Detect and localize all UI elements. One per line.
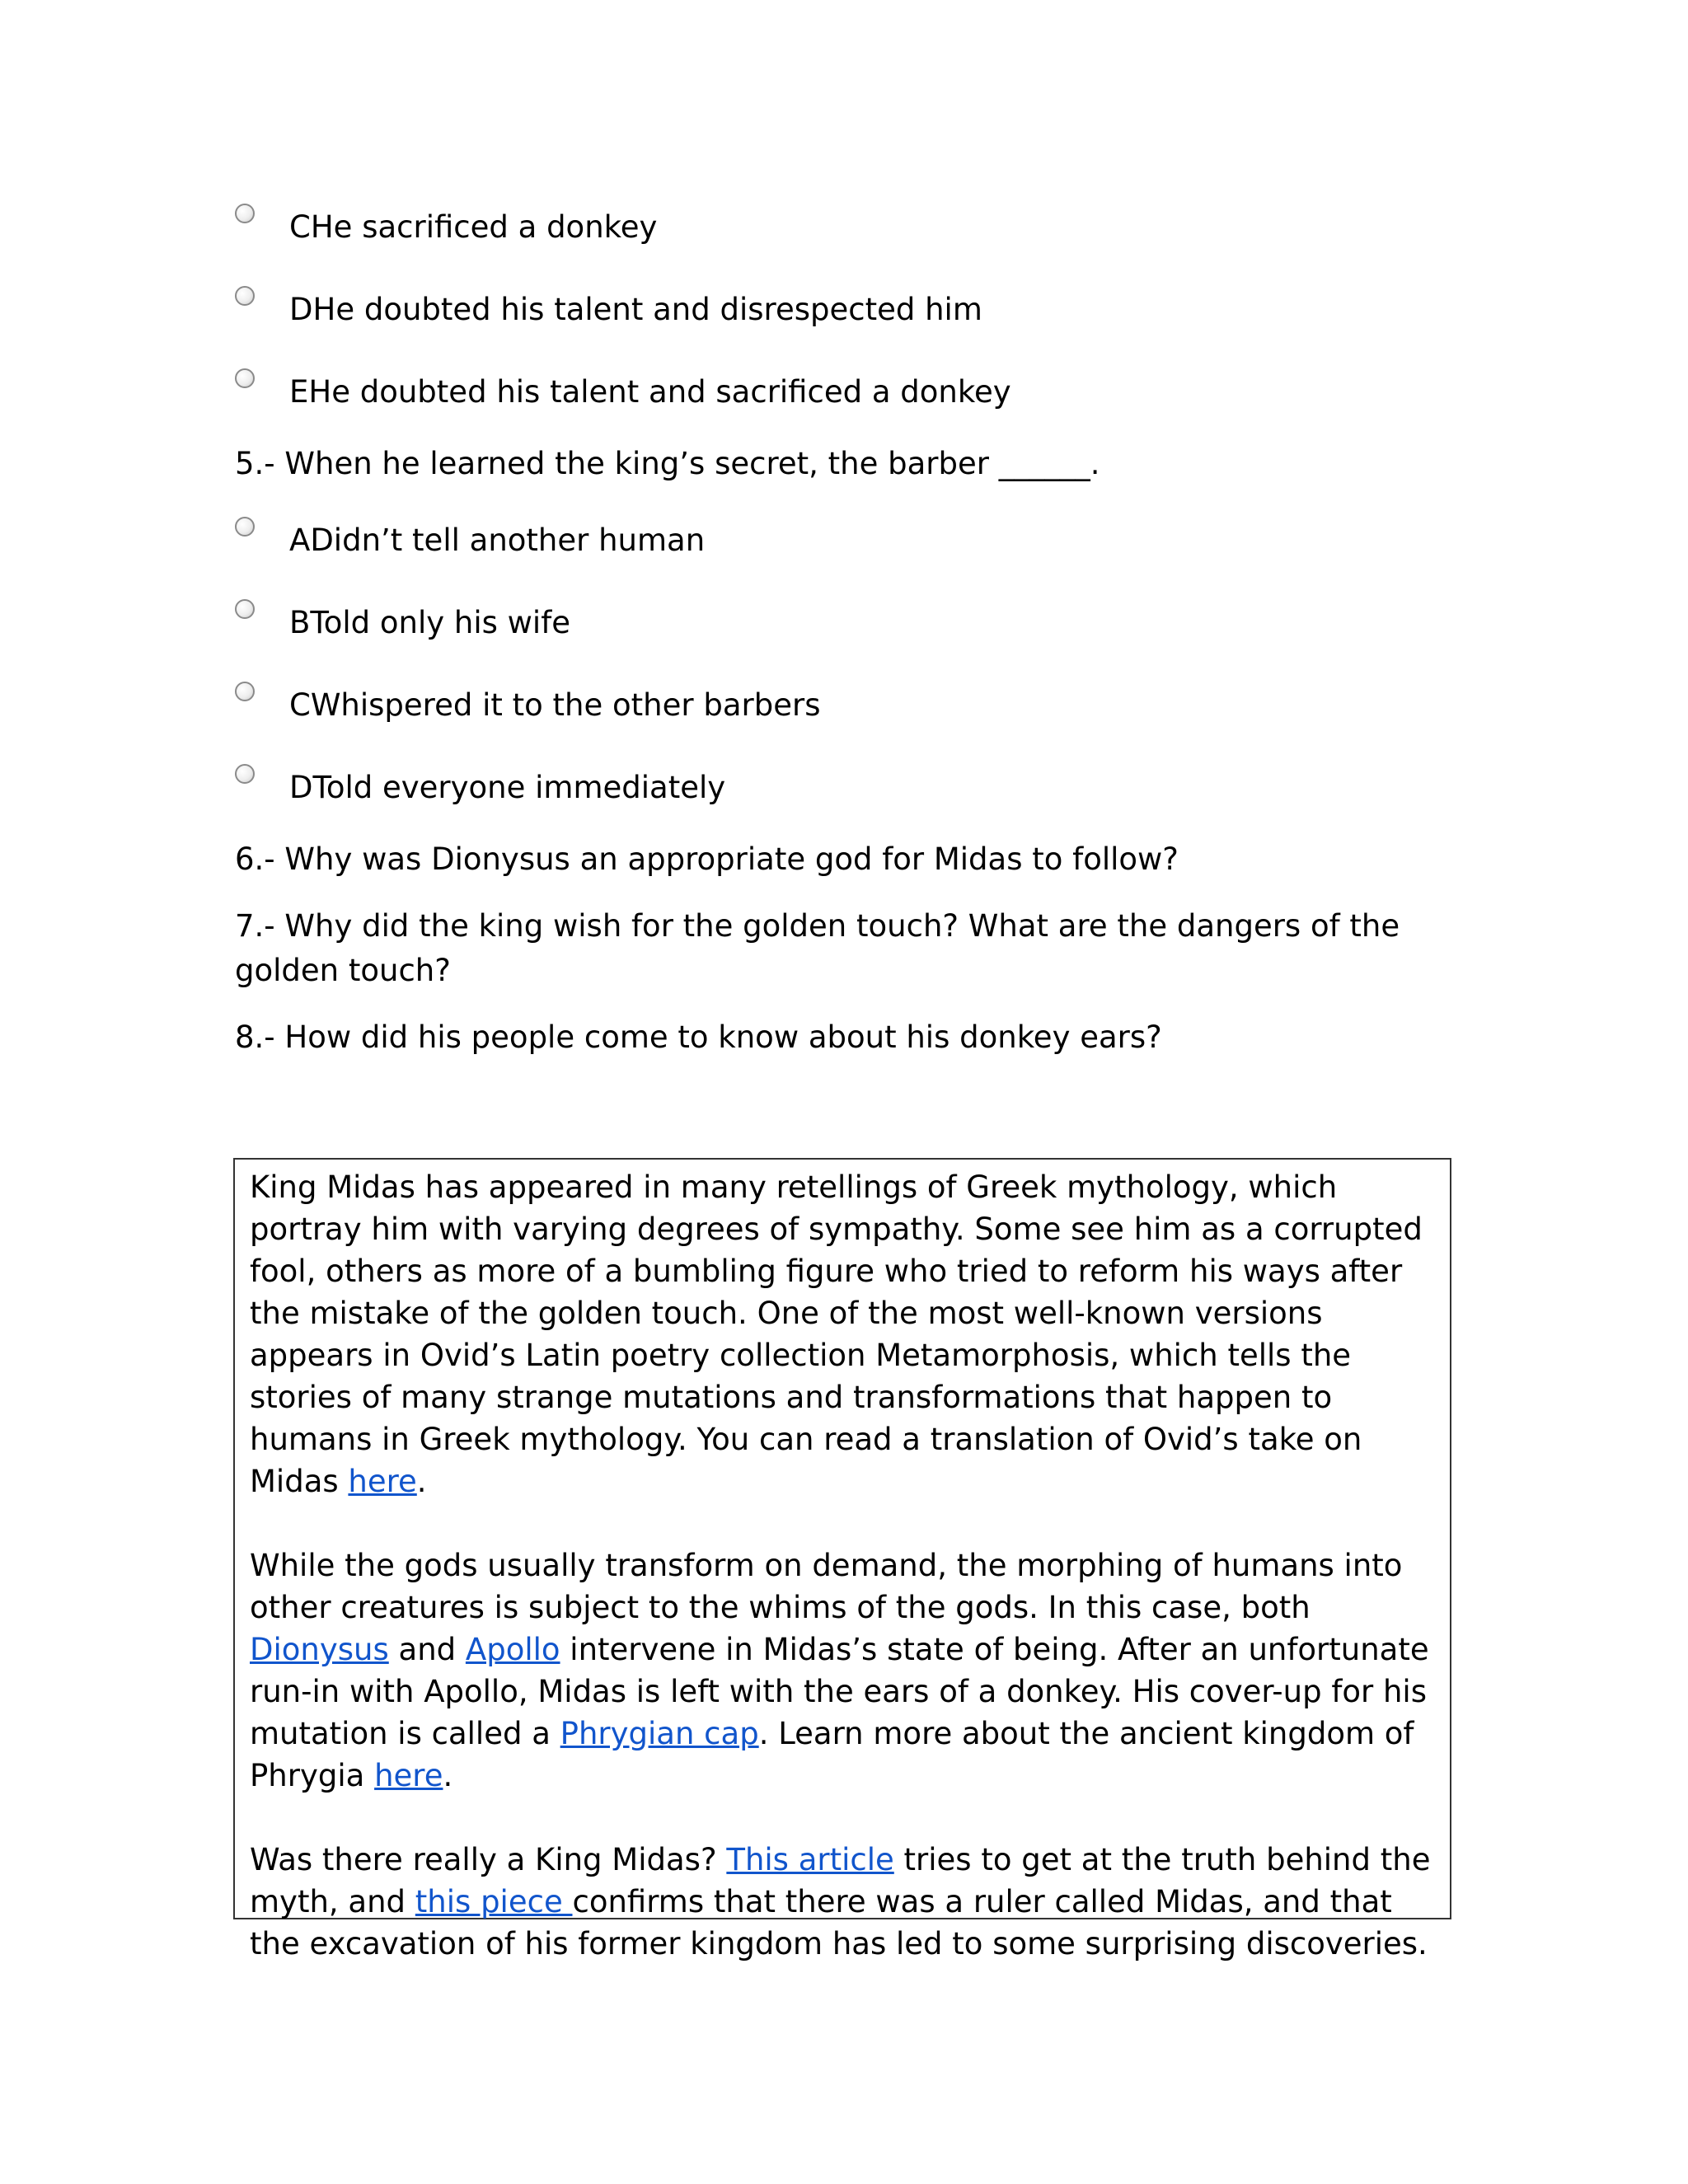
q4-option-e-label: [289, 370, 1011, 415]
radio-button-q5-d[interactable]: [235, 764, 255, 784]
q4-option-e-letter: E: [289, 374, 309, 410]
radio-button-q5-c[interactable]: [235, 682, 255, 701]
info-paragraph-3: [250, 1839, 1435, 1965]
question-6: 6.- Why was Dionysus an appropriate god for Midas to follow?: [235, 841, 1179, 877]
q4-option-c-text: He sacrificed a donkey: [310, 209, 658, 245]
q4-option-d-letter: D: [289, 292, 313, 327]
question-5: 5.- When he learned the king’s secret, the barber ______.: [235, 446, 1100, 481]
q5-option-c-letter: C: [289, 687, 311, 723]
q5-option-d-label: [289, 766, 725, 810]
info-p3-text-1: Was there really a King Midas?: [250, 1842, 727, 1877]
this-piece-link[interactable]: this piece: [415, 1884, 573, 1919]
info-p2-text-4: . Learn more about the ancient kingdom of Phrygia: [250, 1716, 1414, 1793]
phrygia-link[interactable]: here: [374, 1758, 443, 1793]
radio-button-q4-d[interactable]: [235, 286, 255, 306]
q5-option-d-text: Told everyone immediately: [312, 770, 726, 805]
info-p1-end: .: [416, 1464, 427, 1499]
info-p2-text-2: and: [388, 1632, 466, 1667]
q5-option-b-text: Told only his wife: [310, 605, 570, 640]
question-8: 8.- How did his people come to know about his donkey ears?: [235, 1019, 1162, 1055]
radio-button-q4-c[interactable]: [235, 204, 255, 223]
info-paragraph-1: [250, 1166, 1435, 1502]
q5-option-b-label: [289, 601, 570, 645]
paragraph-gap: [250, 1502, 1435, 1544]
q5-option-a-letter: A: [289, 523, 311, 558]
q4-option-e-text: He doubted his talent and sacrificed a donkey: [308, 374, 1011, 410]
radio-button-q4-e[interactable]: [235, 368, 255, 388]
q4-option-c-letter: C: [289, 209, 311, 245]
info-p2-text-3: intervene in Midas’s state of being. After an unfortunate run-in with Apollo, Midas is left with the ears of a donkey. His cover-up for his mutation is called a: [250, 1632, 1429, 1751]
q5-option-b-letter: B: [289, 605, 311, 640]
q4-option-d-text: He doubted his talent and disrespected him: [312, 292, 982, 327]
info-p2-text-1: While the gods usually transform on demand, the morphing of humans into other creatures is subject to the whims of the gods. In this case, both: [250, 1548, 1403, 1625]
info-paragraph-2: [250, 1544, 1435, 1797]
q5-option-a-label: [289, 518, 705, 563]
ovid-translation-link[interactable]: here: [348, 1464, 417, 1499]
radio-button-q5-a[interactable]: [235, 517, 255, 537]
dionysus-link[interactable]: Dionysus: [250, 1632, 389, 1667]
q4-option-c-label: [289, 205, 657, 250]
apollo-link[interactable]: Apollo: [465, 1632, 560, 1667]
info-p1-text: King Midas has appeared in many retellings of Greek mythology, which portray him with varying degrees of sympathy. Some see him as a corrupted fool, others as more of a bumbling figure who tried to reform his ways after the mistake of the golden touch. One of the most well-known versions appears in Ovid’s Latin poetry collection Metamorphosis, which tells the stories of many strange mutations and transformations that happen to humans in Greek mythology. You can read a translation of Ovid’s take on Midas: [250, 1169, 1423, 1499]
info-p3-text-3: confirms that there was a ruler called Midas, and that the excavation of his former kingdom has led to some surprising discoveries.: [250, 1884, 1428, 1961]
question-7: 7.- Why did the king wish for the golden touch? What are the dangers of the golden touch?: [235, 908, 1400, 988]
this-article-link[interactable]: This article: [726, 1842, 894, 1877]
q5-option-c-text: Whispered it to the other barbers: [310, 687, 821, 723]
info-p2-text-5: .: [443, 1758, 453, 1793]
phrygian-cap-link[interactable]: Phrygian cap: [560, 1716, 759, 1751]
info-p3-text-2: tries to get at the truth behind the myth, and: [250, 1842, 1431, 1919]
q4-option-d-label: [289, 288, 982, 332]
q5-option-c-label: [289, 683, 820, 728]
q5-option-a-text: Didn’t tell another human: [310, 523, 706, 558]
q5-option-d-letter: D: [289, 770, 313, 805]
radio-button-q5-b[interactable]: [235, 599, 255, 619]
info-box: [233, 1158, 1451, 1961]
paragraph-gap: [250, 1797, 1435, 1839]
